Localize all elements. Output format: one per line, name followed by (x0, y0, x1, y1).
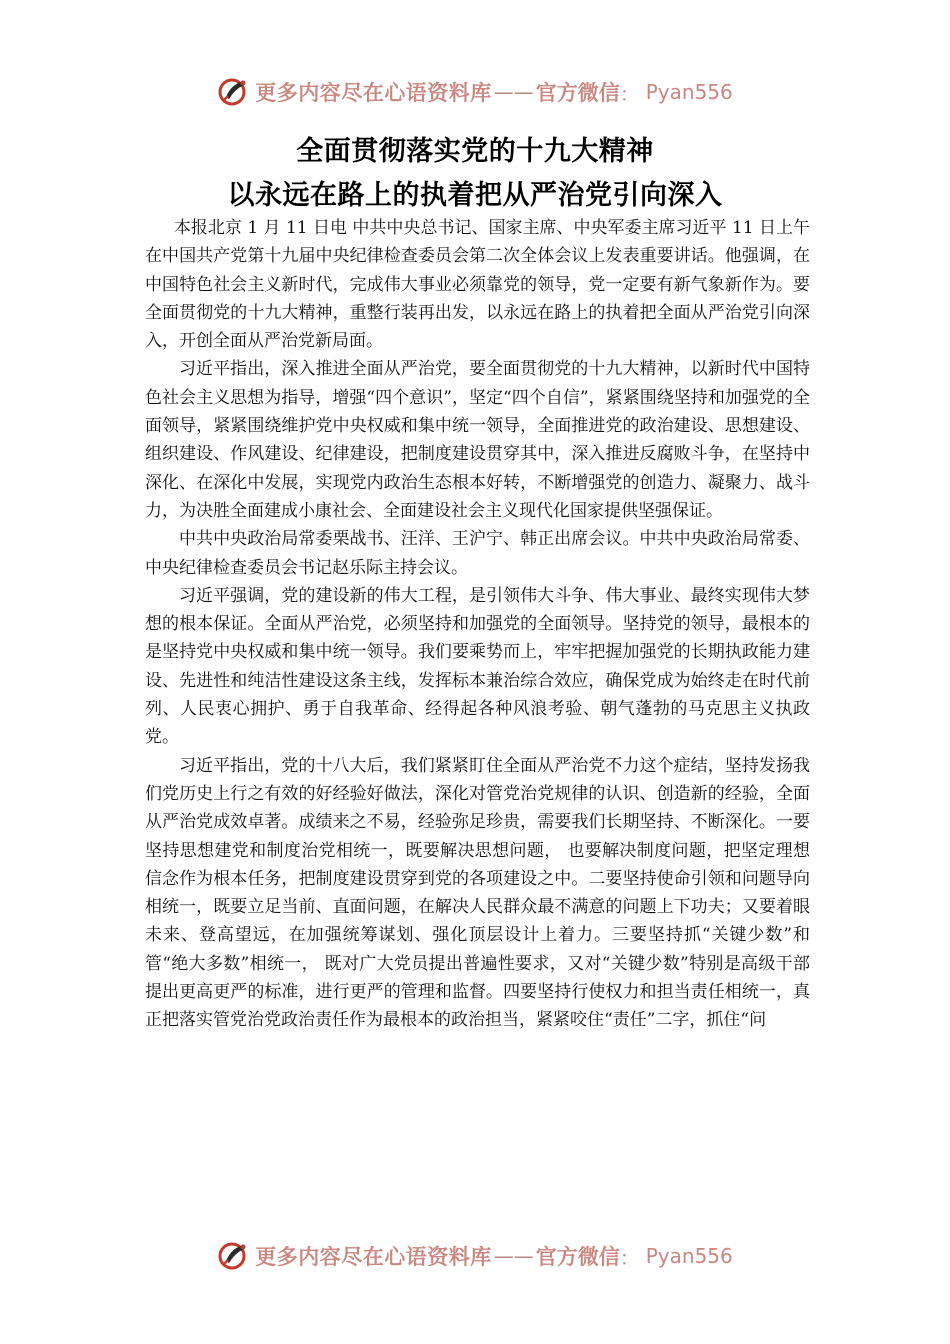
footer-banner (0, 1236, 950, 1276)
article-title-line-1: 全面贯彻落实党的十九大精神 (296, 136, 654, 167)
hand-pen-logo-icon (217, 75, 251, 109)
article-title-line-2: 以永远在路上的执着把从严治党引向深入 (227, 180, 723, 211)
wechat-separator: ： (619, 1245, 640, 1270)
wechat-id: Pyan556 (645, 80, 733, 104)
hand-pen-logo-icon (217, 1239, 251, 1273)
header-banner (0, 72, 950, 112)
paragraph-3: 中共中央政治局常委栗战书、汪洋、王沪宁、韩正出席会议。中共中央政治局常委、中央纪律检查委员会书记赵乐际主持会议。 (145, 529, 810, 578)
paragraph-1: 本报北京 1 月 11 日电 中共中央总书记、国家主席、中央军委主席习近平 11 日上午在中国共产党第十九届中央纪律检查委员会第二次全体会议上发表重要讲话。他强调，在中国特色社会主义新时代，完成伟大事业必须靠党的领导，党一定要有新气象新作为。要全面贯彻党的十九大精神，重整行装再出发，以永远在路上的执着把全面从严治党引向深入，开创全面从严治党新局面。 (145, 218, 810, 352)
article-body (145, 214, 810, 1035)
promo-dash: —— (493, 80, 534, 104)
paragraph-5: 习近平指出，党的十八大后，我们紧紧盯住全面从严治党不力这个症结，坚持发扬我们党历史上行之有效的好经验好做法，深化对管党治党规律的认识、创造新的经验，全面从严治党成效卓著。成绩来之不易，经验弥足珍贵，需要我们长期坚持、不断深化。一要坚持思想建党和制度治党相统一，既要解决思想问题， 也要解决制度问题，把坚定理想信念作为根本任务，把制度建设贯穿到党的各项建设之中。二要坚持使命引领和问题导向相统一，既要立足当前、直面问题，在解决人民群众最不满意的问题上下功夫；又要着眼未来、登高望远，在加强统筹谋划、强化顶层设计上着力。三要坚持抓“关键少数”和管“绝大多数”相统一， 既对广大党员提出普遍性要求，又对“关键少数”特别是高级干部提出更高更严的标准，进行更严的管理和监督。四要坚持行使权力和担当责任相统一，真正把落实管党治党政治责任作为最根本的政治担当，紧紧咬住“责任”二字，抓住“问 (145, 755, 810, 1031)
promo-text: 更多内容尽在心语资料库 (255, 1244, 492, 1269)
wechat-label: 官方微信 (535, 1244, 620, 1269)
promo-dash: —— (493, 1244, 534, 1268)
wechat-label: 官方微信 (535, 80, 620, 105)
paragraph-4: 习近平强调，党的建设新的伟大工程，是引领伟大斗争、伟大事业、最终实现伟大梦想的根本保证。全面从严治党，必须坚持和加强党的全面领导。坚持党的领导，最根本的是坚持党中央权威和集中统一领导。我们要乘势而上，牢牢把握加强党的长期执政能力建设、先进性和纯洁性建设这条主线，发挥标本兼治综合效应，确保党成为始终走在时代前列、人民衷心拥护、勇于自我革命、经得起各种风浪考验、朝气蓬勃的马克思主义执政党。 (145, 585, 810, 748)
promo-text: 更多内容尽在心语资料库 (255, 80, 492, 105)
paragraph-2: 习近平指出，深入推进全面从严治党，要全面贯彻党的十九大精神，以新时代中国特色社会主义思想为指导，增强“四个意识”，坚定“四个自信”，紧紧围绕坚持和加强党的全面领导，紧紧围绕维护党中央权威和集中统一领导，全面推进党的政治建设、思想建设、组织建设、作风建设、纪律建设，把制度建设贯穿其中，深入推进反腐败斗争，在坚持中深化、在深化中发展，实现党内政治生态根本好转，不断增强党的创造力、凝聚力、战斗力，为决胜全面建成小康社会、全面建设社会主义现代化国家提供坚强保证。 (145, 359, 810, 521)
wechat-id: Pyan556 (645, 1244, 733, 1268)
wechat-separator: ： (619, 81, 640, 106)
